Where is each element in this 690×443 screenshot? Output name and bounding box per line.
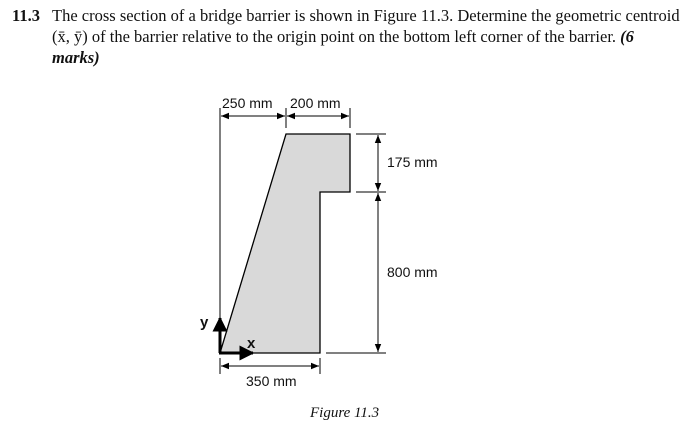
top-right-width-label: 200 mm bbox=[290, 95, 341, 111]
question-text-part2: of the barrier relative to the origin point on the bottom left corner of the barrier. bbox=[87, 27, 621, 46]
base-width-label: 350 mm bbox=[246, 373, 297, 389]
question-number: 11.3 bbox=[12, 6, 40, 25]
question-text-part1: The cross section of a bridge barrier is shown in Figure 11.3. Determine the geometric centroid bbox=[52, 6, 680, 25]
centroid-notation: (x̄, ȳ) bbox=[52, 27, 88, 46]
y-axis-label: y bbox=[200, 314, 209, 331]
figure-caption: Figure 11.3 bbox=[310, 405, 380, 421]
top-height-label: 175 mm bbox=[387, 154, 438, 170]
lower-height-label: 800 mm bbox=[387, 264, 438, 280]
question-marks: (6 marks) bbox=[52, 27, 634, 67]
x-axis-label: x bbox=[247, 335, 256, 352]
barrier-cross-section bbox=[220, 134, 350, 353]
top-left-width-label: 250 mm bbox=[222, 95, 273, 111]
